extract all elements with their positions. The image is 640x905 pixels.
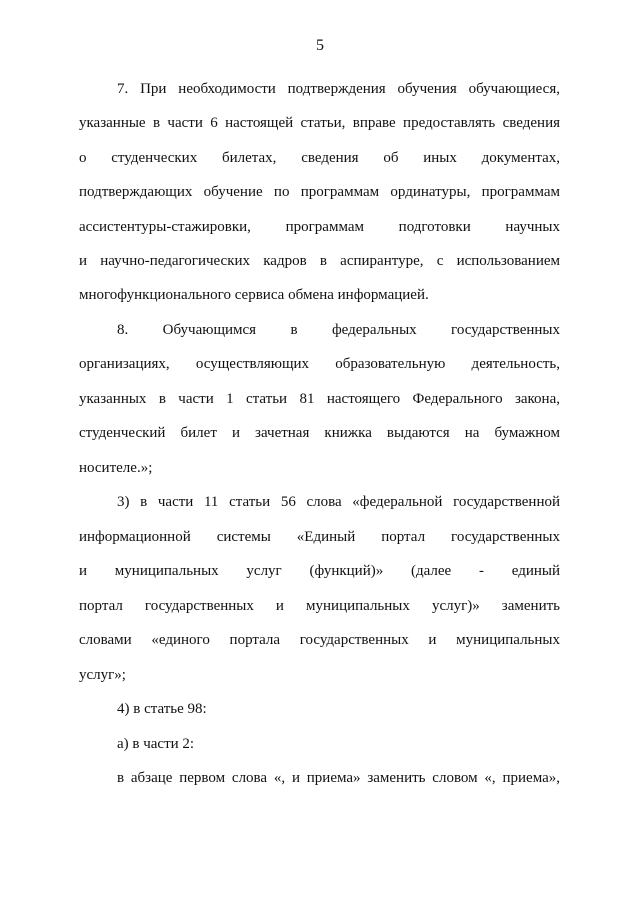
text-line: носителе.»; xyxy=(79,460,153,476)
text-line: 7. При необходимости подтверждения обучения обучающиеся, xyxy=(117,81,560,97)
text-line: о студенческих билетах, сведения об иных документах, xyxy=(79,150,560,166)
text-line: 8. Обучающимся в федеральных государственных xyxy=(117,322,560,338)
text-line: ассистентуры-стажировки, программам подготовки научных xyxy=(79,219,560,235)
text-line: портал государственных и муниципальных услуг)» заменить xyxy=(79,598,560,614)
text-line: 3) в части 11 статьи 56 слова «федеральной государственной xyxy=(117,494,560,510)
text-line: словами «единого портала государственных и муниципальных xyxy=(79,632,560,648)
text-line: информационной системы «Единый портал государственных xyxy=(79,529,560,545)
text-line: а) в части 2: xyxy=(117,736,195,752)
text-line: указанных в части 1 статьи 81 настоящего Федерального закона, xyxy=(79,391,560,407)
text-line: 4) в статье 98: xyxy=(117,701,207,717)
text-line: в абзаце первом слова «, и приема» заменить словом «, приема», xyxy=(117,770,560,786)
text-line: указанные в части 6 настоящей статьи, вправе предоставлять сведения xyxy=(79,115,560,131)
text-line: студенческий билет и зачетная книжка выдаются на бумажном xyxy=(79,425,560,441)
text-line: и научно-педагогических кадров в аспирантуре, с использованием xyxy=(79,253,560,269)
text-line: и муниципальных услуг (функций)» (далее - единый xyxy=(79,563,560,579)
text-line: многофункционального сервиса обмена информацией. xyxy=(79,287,429,303)
text-line: организациях, осуществляющих образовательную деятельность, xyxy=(79,356,560,372)
text-line: подтверждающих обучение по программам ординатуры, программам xyxy=(79,184,560,200)
page-number: 5 xyxy=(316,37,324,54)
text-line: услуг»; xyxy=(79,667,126,683)
